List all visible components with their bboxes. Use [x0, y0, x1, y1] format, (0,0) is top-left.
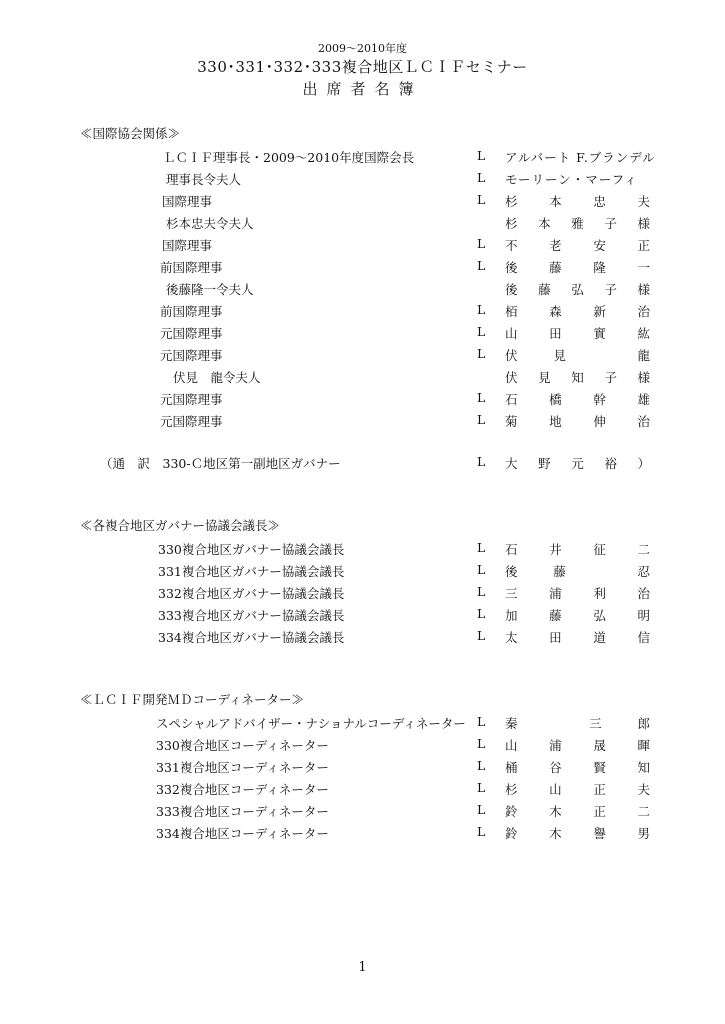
lion-prefix: L	[477, 148, 486, 163]
name-char: 野	[538, 456, 551, 471]
section-heading: ≪国際協会関係≫	[80, 126, 181, 141]
attendee-row	[0, 606, 725, 626]
name-char: 鈴	[505, 826, 518, 841]
attendee-role: 332複合地区コーディネーター	[156, 782, 329, 797]
name-char: 森	[549, 304, 562, 319]
attendee-name	[505, 584, 650, 602]
name-char: 橋	[549, 392, 562, 407]
name-char: 晟	[593, 738, 606, 753]
attendee-name	[505, 606, 650, 624]
lion-prefix: L	[477, 236, 486, 251]
attendee-role: （通 訳 330-Ｃ地区第一副地区ガバナー	[100, 456, 341, 471]
name-char: 木	[549, 804, 562, 819]
name-char: 明	[637, 608, 650, 623]
attendee-row	[0, 170, 725, 190]
name-char: 實	[593, 326, 606, 341]
name-char: 石	[505, 542, 518, 557]
attendee-name	[505, 390, 650, 408]
name-char: 地	[549, 414, 562, 429]
attendee-row	[0, 412, 725, 432]
attendee-row	[0, 780, 725, 800]
attendee-row	[0, 802, 725, 822]
attendee-name	[505, 412, 650, 430]
name-char: 大	[505, 456, 518, 471]
attendee-row	[0, 824, 725, 844]
lion-prefix: L	[477, 628, 486, 643]
attendee-role: 国際理事	[162, 238, 213, 253]
name-char: 三	[589, 716, 602, 731]
attendee-name	[505, 214, 650, 232]
attendee-name	[505, 324, 650, 342]
lion-prefix: L	[477, 606, 486, 621]
name-char: 道	[593, 630, 606, 645]
attendee-row	[0, 148, 725, 168]
attendee-role: 国際理事	[162, 194, 213, 209]
attendee-row	[0, 280, 725, 300]
attendee-name	[505, 454, 650, 472]
attendee-name	[505, 368, 650, 386]
attendee-row	[0, 628, 725, 648]
attendee-row	[0, 714, 725, 734]
name-char: 藤	[549, 260, 562, 275]
attendee-row	[0, 454, 725, 474]
lion-prefix: L	[477, 302, 486, 317]
name-char: 伏	[505, 348, 518, 363]
document-subtitle: 出席者名簿	[302, 80, 423, 98]
attendee-role: 前国際理事	[160, 260, 223, 275]
lion-prefix: L	[477, 170, 486, 185]
name-char: 治	[637, 586, 650, 601]
name-char: 治	[637, 414, 650, 429]
lion-prefix: L	[477, 802, 486, 817]
attendee-role: 332複合地区ガバナー協議会議長	[158, 586, 345, 601]
header-year: 2009～2010年度	[318, 42, 407, 55]
name-char: 木	[549, 826, 562, 841]
attendee-name	[505, 192, 650, 210]
attendee-role: 330複合地区コーディネーター	[156, 738, 329, 753]
attendee-role: 伏見 龍令夫人	[173, 370, 261, 385]
name-char: 様	[637, 282, 650, 297]
name-char: 弘	[593, 608, 606, 623]
name-char: 正	[593, 782, 606, 797]
name-char: 元	[571, 456, 584, 471]
name-char: 藤	[549, 608, 562, 623]
name-char: 伏	[505, 370, 518, 385]
attendee-role: 理事長令夫人	[166, 172, 242, 187]
name-char: 新	[593, 304, 606, 319]
name-char: 山	[505, 326, 518, 341]
name-char: 田	[549, 630, 562, 645]
lion-prefix: L	[477, 584, 486, 599]
name-char: 子	[604, 216, 617, 231]
name-char: 本	[538, 216, 551, 231]
document-title: 330･331･332･333複合地区ＬＣＩＦセミナー	[197, 58, 528, 76]
name-char: 子	[604, 282, 617, 297]
name-char: 杉	[505, 782, 518, 797]
name-char: 老	[549, 238, 562, 253]
name-char: 桶	[505, 760, 518, 775]
attendee-role: 元国際理事	[160, 414, 223, 429]
name-char: 治	[637, 304, 650, 319]
name-char: 征	[593, 542, 606, 557]
name-char: 知	[637, 760, 650, 775]
name-char: 龍	[637, 348, 650, 363]
name-char: 井	[549, 542, 562, 557]
lion-prefix: L	[477, 758, 486, 773]
attendee-row	[0, 736, 725, 756]
section-heading: ≪各複合地区ガバナー協議会議長≫	[80, 518, 281, 533]
name-char: 郎	[637, 716, 650, 731]
lion-prefix: L	[477, 540, 486, 555]
attendee-name	[505, 628, 650, 646]
name-char: 知	[571, 370, 584, 385]
name-char: 後	[505, 282, 518, 297]
attendee-row	[0, 584, 725, 604]
attendee-row	[0, 236, 725, 256]
attendee-role: スペシャルアドバイザー・ナショナルコーディネーター	[156, 716, 466, 731]
name-char: 杉	[505, 216, 518, 231]
attendee-name: モーリーン・マーフィ	[505, 172, 638, 187]
name-char: 藤	[553, 564, 566, 579]
name-char: 弘	[571, 282, 584, 297]
name-char: 男	[637, 826, 650, 841]
attendee-name	[505, 758, 650, 776]
name-char: 暉	[637, 738, 650, 753]
name-char: ）	[637, 456, 650, 471]
attendee-name	[505, 346, 650, 364]
attendee-name	[505, 258, 650, 276]
attendee-row	[0, 214, 725, 234]
attendee-name	[505, 236, 650, 254]
attendee-role: 元国際理事	[160, 392, 223, 407]
attendee-role: 後藤隆一令夫人	[166, 282, 254, 297]
lion-prefix: L	[477, 192, 486, 207]
name-char: 本	[549, 194, 562, 209]
name-char: 二	[637, 542, 650, 557]
attendee-name	[505, 824, 650, 842]
lion-prefix: L	[477, 736, 486, 751]
name-char: 石	[505, 392, 518, 407]
name-char: 忠	[593, 194, 606, 209]
name-char: 裕	[604, 456, 617, 471]
attendee-role: 330複合地区ガバナー協議会議長	[158, 542, 345, 557]
name-char: 浦	[549, 738, 562, 753]
lion-prefix: L	[477, 714, 486, 729]
name-char: 後	[505, 564, 518, 579]
name-char: 栢	[505, 304, 518, 319]
attendee-name	[505, 540, 650, 558]
attendee-role: 前国際理事	[160, 304, 223, 319]
name-char: 子	[604, 370, 617, 385]
attendee-name	[505, 780, 650, 798]
attendee-role: 元国際理事	[160, 326, 223, 341]
name-char: 杉	[505, 194, 518, 209]
name-char: 忍	[637, 564, 650, 579]
attendee-name	[505, 302, 650, 320]
name-char: 三	[505, 586, 518, 601]
name-char: 夫	[637, 194, 650, 209]
attendee-role: 331複合地区ガバナー協議会議長	[158, 564, 345, 579]
name-char: 二	[637, 804, 650, 819]
name-char: 見	[553, 348, 566, 363]
attendee-row	[0, 346, 725, 366]
attendee-row	[0, 540, 725, 560]
name-char: 見	[538, 370, 551, 385]
lion-prefix: L	[477, 412, 486, 427]
name-char: 雄	[637, 392, 650, 407]
attendee-row	[0, 192, 725, 212]
name-char: 一	[637, 260, 650, 275]
attendee-name	[505, 802, 650, 820]
attendee-role: 元国際理事	[160, 348, 223, 363]
lion-prefix: L	[477, 258, 486, 273]
name-char: 様	[637, 216, 650, 231]
name-char: 不	[505, 238, 518, 253]
name-char: 谷	[549, 760, 562, 775]
name-char: 賢	[593, 760, 606, 775]
name-char: 鈴	[505, 804, 518, 819]
name-char: 加	[505, 608, 518, 623]
name-char: 様	[637, 370, 650, 385]
lion-prefix: L	[477, 562, 486, 577]
name-char: 夫	[637, 782, 650, 797]
name-char: 正	[593, 804, 606, 819]
name-char: 山	[505, 738, 518, 753]
attendee-role: 331複合地区コーディネーター	[156, 760, 329, 775]
attendee-name	[505, 736, 650, 754]
name-char: 利	[593, 586, 606, 601]
lion-prefix: L	[477, 780, 486, 795]
name-char: 田	[549, 326, 562, 341]
name-char: 浦	[549, 586, 562, 601]
attendee-role: 334複合地区コーディネーター	[156, 826, 329, 841]
name-char: 安	[593, 238, 606, 253]
attendee-role: 333複合地区ガバナー協議会議長	[158, 608, 345, 623]
attendee-name: アルバート F.ブランデル	[505, 150, 656, 165]
attendee-row	[0, 368, 725, 388]
name-char: 後	[505, 260, 518, 275]
attendee-row	[0, 758, 725, 778]
name-char: 信	[637, 630, 650, 645]
attendee-row	[0, 324, 725, 344]
attendee-role: 334複合地区ガバナー協議会議長	[158, 630, 345, 645]
name-char: 太	[505, 630, 518, 645]
lion-prefix: L	[477, 824, 486, 839]
name-char: 山	[549, 782, 562, 797]
name-char: 菊	[505, 414, 518, 429]
attendee-name	[505, 562, 650, 580]
section-heading: ≪ＬＣＩＦ開発ＭＤコーディネーター≫	[80, 692, 305, 707]
name-char: 譽	[593, 826, 606, 841]
attendee-row	[0, 302, 725, 322]
name-char: 秦	[505, 716, 518, 731]
name-char: 隆	[593, 260, 606, 275]
name-char: 藤	[538, 282, 551, 297]
attendee-role: ＬＣＩＦ理事長・2009～2010年度国際会長	[163, 150, 415, 165]
attendee-role: 333複合地区コーディネーター	[156, 804, 329, 819]
name-char: 正	[637, 238, 650, 253]
attendee-role: 杉本忠夫令夫人	[166, 216, 254, 231]
attendee-row	[0, 390, 725, 410]
lion-prefix: L	[477, 390, 486, 405]
name-char: 雅	[571, 216, 584, 231]
lion-prefix: L	[477, 346, 486, 361]
attendee-row	[0, 258, 725, 278]
name-char: 伸	[593, 414, 606, 429]
lion-prefix: L	[477, 324, 486, 339]
name-char: 幹	[593, 392, 606, 407]
attendee-name	[505, 280, 650, 298]
lion-prefix: L	[477, 454, 486, 469]
attendee-name	[505, 714, 650, 732]
attendee-row	[0, 562, 725, 582]
name-char: 紘	[637, 326, 650, 341]
page-number: 1	[358, 960, 367, 975]
